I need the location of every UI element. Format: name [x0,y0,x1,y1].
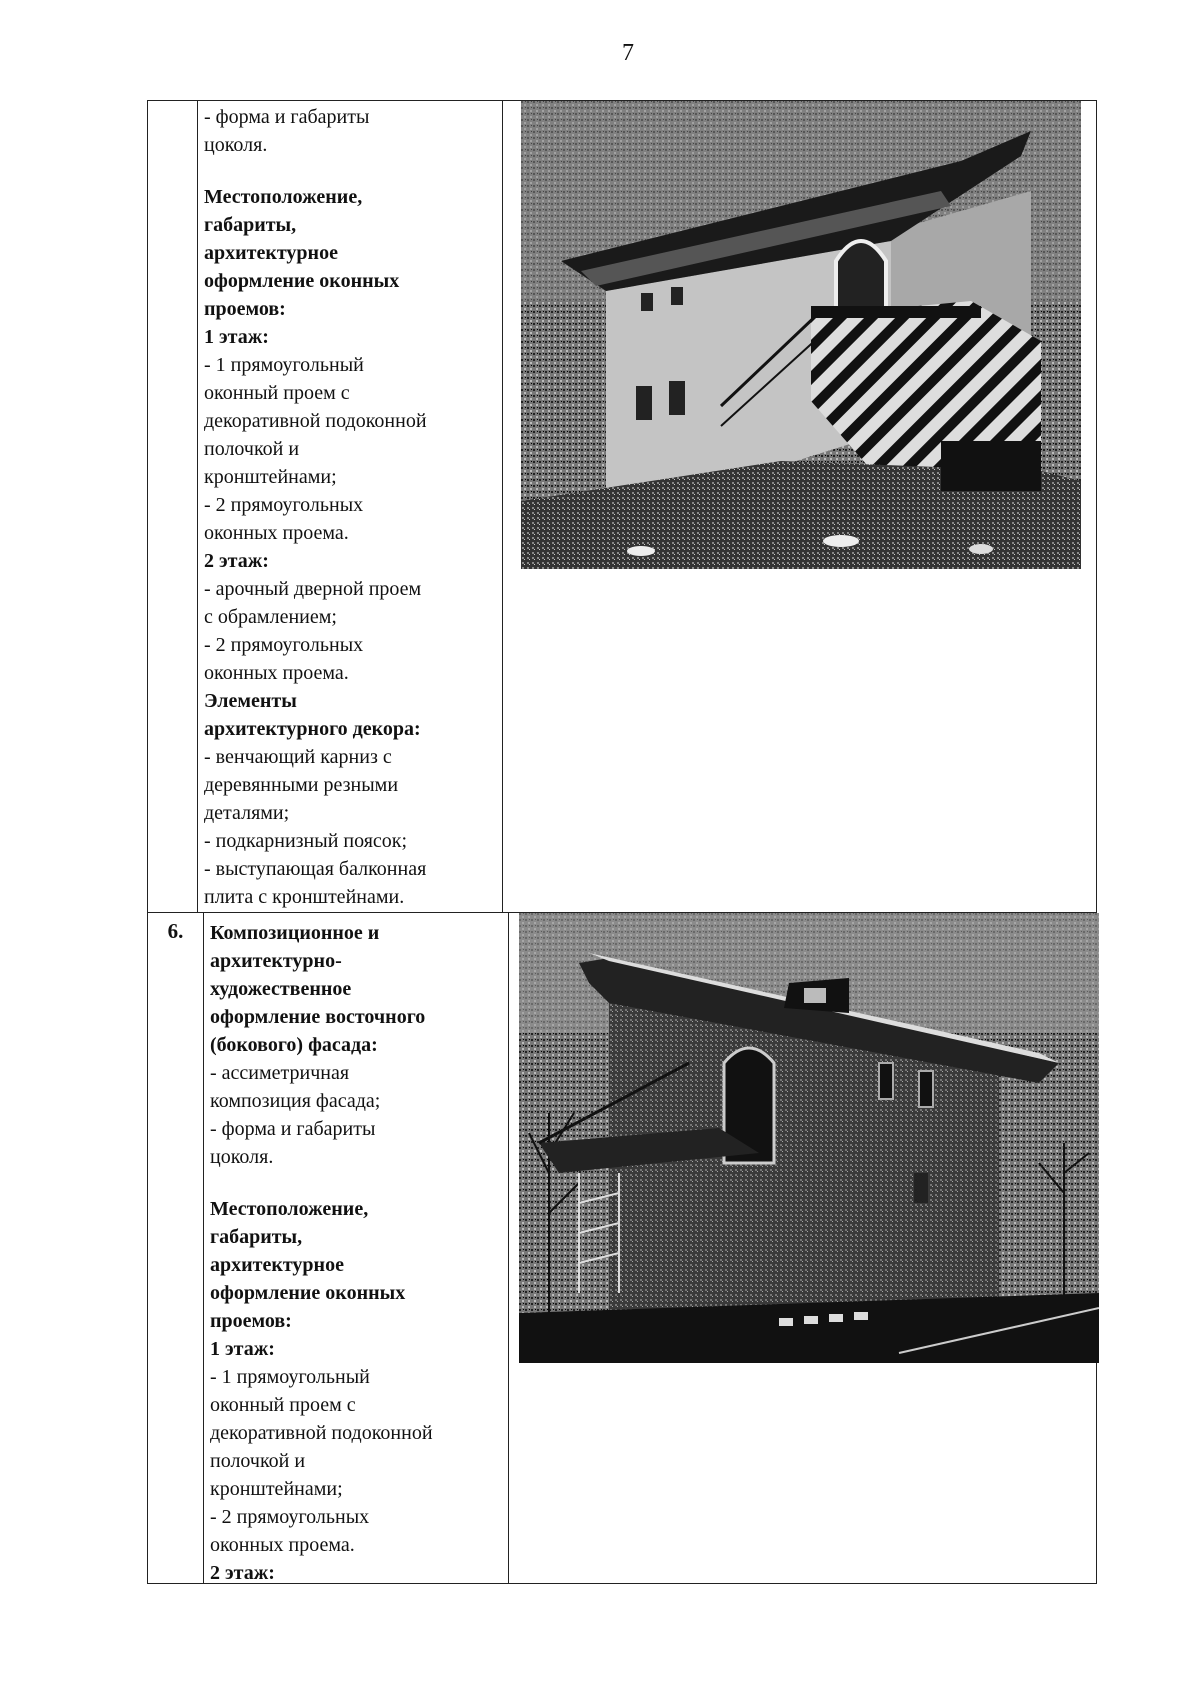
photo-cell [509,913,1096,1583]
description-cell [204,913,509,1583]
description-line: декоративной подоконной [204,410,427,432]
description-line: деталями; [204,802,290,824]
description-line: с обрамлением; [204,606,337,628]
photo-building-facade-with-staircase [521,101,1081,569]
description-line: оконных проема. [204,522,349,544]
description-line: цоколя. [204,134,268,156]
description-line: кронштейнами; [204,466,337,488]
description-line: полочкой и [210,1450,306,1472]
section-heading: 1 этаж: [204,326,269,348]
description-line: оконный проем с [210,1394,356,1416]
section-heading: 1 этаж: [210,1338,275,1360]
section-heading: архитектурного декора: [204,718,421,740]
section-heading: габариты, [210,1226,303,1248]
page-number: 7 [622,40,634,66]
description-line: композиция фасада; [210,1090,381,1112]
photo-building-east-facade [519,913,1099,1363]
description-line: - венчающий карниз с [204,746,392,768]
section-heading: габариты, [204,214,297,236]
section-heading: Местоположение, [210,1198,369,1220]
section-heading: проемов: [204,298,286,320]
description-line: - 2 прямоугольных [204,634,364,656]
description-line: кронштейнами; [210,1478,343,1500]
description-line: - ассиметричная [210,1062,350,1084]
description-line: полочкой и [204,438,300,460]
description-line: - форма и габариты [204,106,370,128]
description-line: - 2 прямоугольных [210,1506,370,1528]
section-heading: проемов: [210,1310,292,1332]
section-heading: архитектурное [204,242,338,264]
description-line: декоративной подоконной [210,1422,433,1444]
description-line: оконных проема. [210,1534,355,1556]
row-number-cell [148,913,204,1583]
description-line: - 1 прямоугольный [204,354,364,376]
section-heading: художественное [210,978,352,1000]
section-heading: Местоположение, [204,186,363,208]
section-heading: 2 этаж: [210,1562,275,1584]
section-heading: архитектурно- [210,950,342,972]
description-line: - арочный дверной проем [204,578,422,600]
description-line: деревянными резными [204,774,399,796]
section-heading: оформление оконных [204,270,400,292]
description-line: цоколя. [210,1146,274,1168]
section-heading: архитектурное [210,1254,344,1276]
section-heading: (бокового) фасада: [210,1034,378,1056]
spacer [210,1171,508,1195]
description-cell [198,101,503,912]
description-line: - 1 прямоугольный [210,1366,370,1388]
table-row-continuation [147,100,1097,913]
description-line: оконный проем с [204,382,350,404]
spacer [204,159,502,183]
description-line: плита с кронштейнами. [204,886,405,908]
description-line: оконных проема. [204,662,349,684]
section-heading: Элементы [204,690,297,712]
description-line: - подкарнизный поясок; [204,830,408,852]
row-number: 6. [167,919,184,943]
description-line: - форма и габариты [210,1118,376,1140]
table-row-item-6 [147,913,1097,1584]
photo-cell [503,101,1096,912]
description-line: - выступающая балконная [204,858,427,880]
section-heading: оформление оконных [210,1282,406,1304]
row-number-cell [148,101,198,912]
description-line: - 2 прямоугольных [204,494,364,516]
section-heading: 2 этаж: [204,550,269,572]
section-heading: оформление восточного [210,1006,426,1028]
section-heading: Композиционное и [210,922,380,944]
